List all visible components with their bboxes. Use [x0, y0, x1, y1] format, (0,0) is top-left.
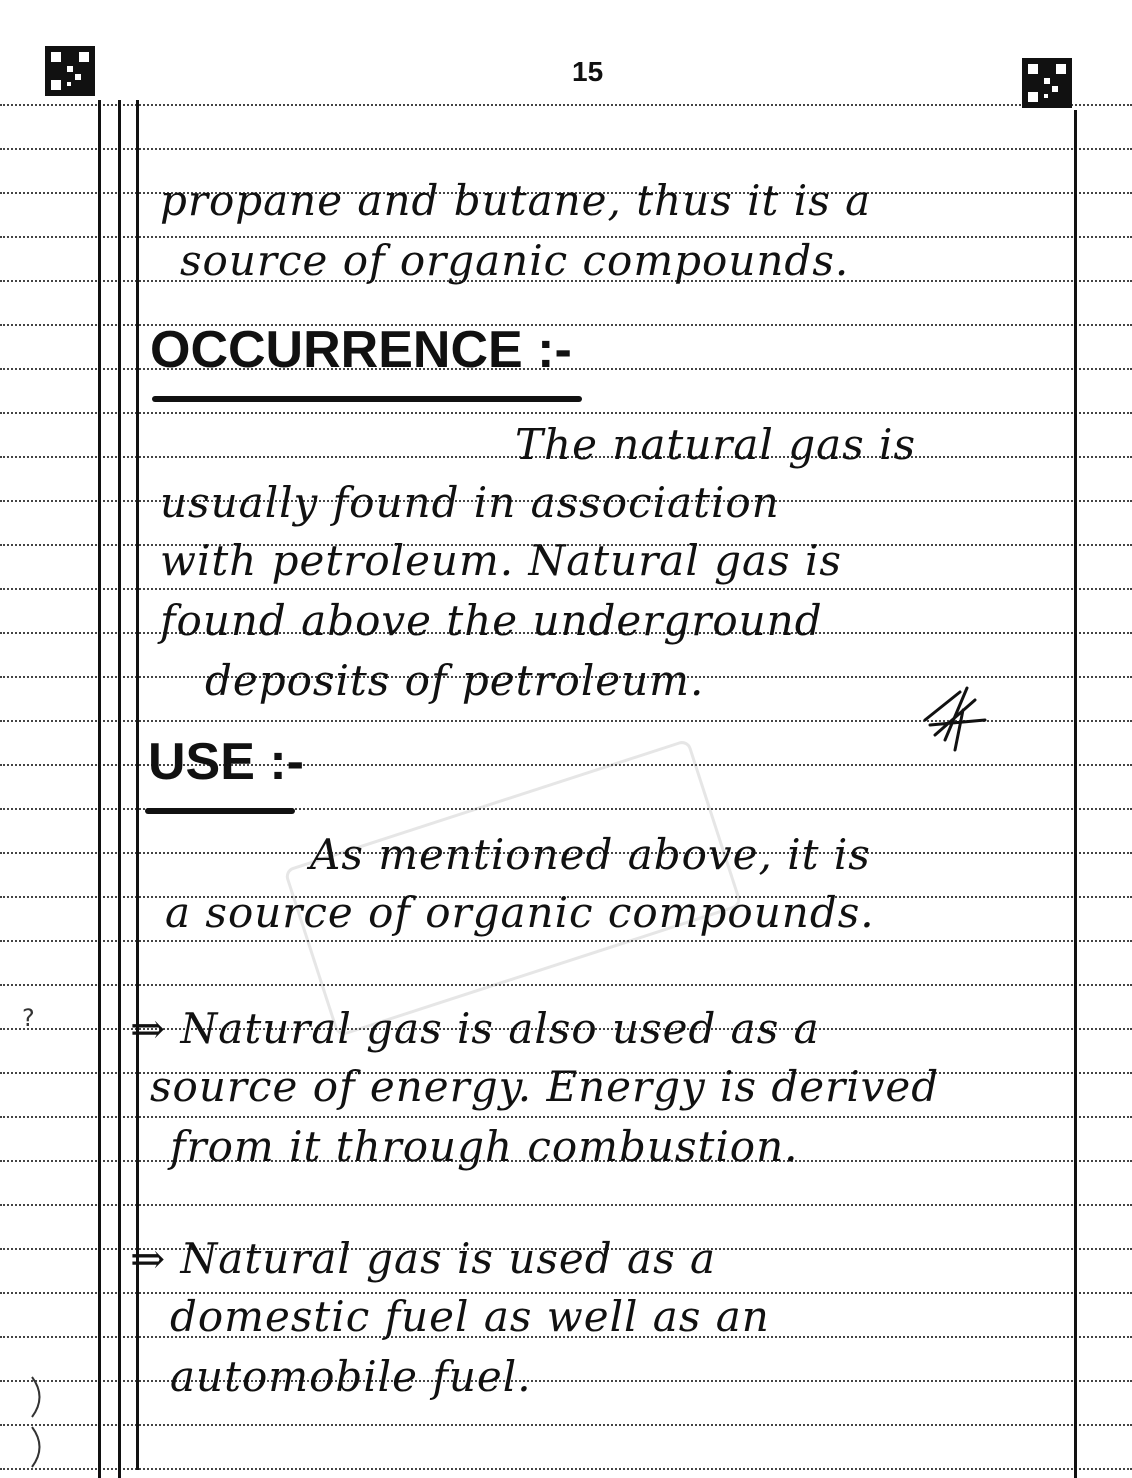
margin-line-outer [98, 100, 101, 1478]
qr-code-icon [45, 46, 95, 96]
bullet-point-line: ⇒ Natural gas is used as a [130, 1234, 717, 1283]
bullet-point-line: domestic fuel as well as an [170, 1292, 770, 1341]
text-line: with petroleum. Natural gas is [160, 536, 842, 585]
bullet-point-line: ⇒ Natural gas is also used as a [130, 1004, 820, 1053]
heading-occurrence: OCCURRENCE :- [150, 321, 572, 379]
text-line: usually found in association [160, 478, 780, 527]
text-line: propane and butane, thus it is a [160, 176, 872, 225]
margin-bracket-icon [22, 1372, 52, 1472]
scribble-mark-icon [905, 680, 995, 760]
margin-mark: ? [22, 1004, 35, 1032]
bullet-point-line: automobile fuel. [170, 1352, 532, 1401]
heading-underline [152, 396, 582, 402]
page-number: 15 [572, 56, 604, 87]
bullet-point-line: from it through combustion. [170, 1122, 799, 1171]
text-line: As mentioned above, it is [310, 830, 871, 879]
margin-line-right [1074, 110, 1077, 1478]
heading-underline [145, 808, 295, 814]
heading-use: USE :- [148, 733, 304, 791]
qr-code-icon [1022, 58, 1072, 108]
text-line: found above the underground [160, 596, 823, 645]
text-line: deposits of petroleum. [205, 656, 705, 705]
bullet-point-line: source of energy. Energy is derived [150, 1062, 940, 1111]
text-line: source of organic compounds. [180, 236, 850, 285]
text-line: The natural gas is [515, 420, 917, 469]
margin-line-inner [118, 100, 121, 1478]
text-line: a source of organic compounds. [165, 888, 875, 937]
